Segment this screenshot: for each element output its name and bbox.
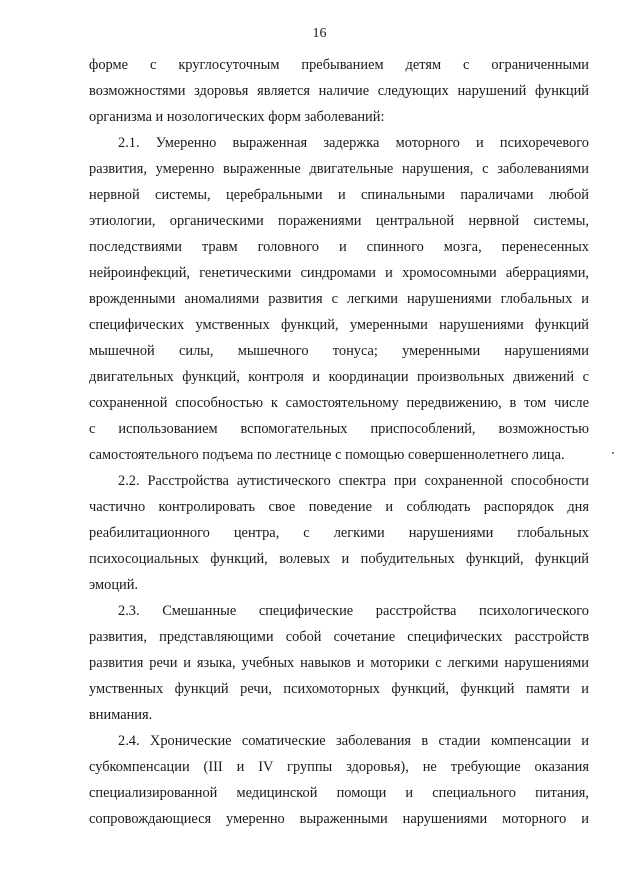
text-line: мышечной силы, мышечного тонуса; умеренными нарушениями	[89, 343, 589, 359]
text-line: этиологии, органическими поражениями центральной нервной системы,	[89, 213, 589, 229]
text-line: 2.1. Умеренно выраженная задержка моторного и психоречевого	[118, 135, 589, 151]
document-body	[89, 52, 589, 832]
text-line: врожденными аномалиями развития с легкими нарушениями глобальных и	[89, 291, 589, 307]
paragraph-2-3	[89, 598, 589, 728]
text-line: умственных функций речи, психомоторных функций, функций памяти и	[89, 681, 589, 697]
text-line: с использованием вспомогательных приспособлений, возможностью	[89, 421, 589, 437]
page-number: 16	[312, 26, 327, 41]
text-line: развития, умеренно выраженные двигательные нарушения, с заболеваниями	[89, 161, 589, 177]
text-line: последствиями травм головного и спинного мозга, перенесенных	[89, 239, 589, 255]
text-line: психосоциальных функций, волевых и побудительных функций, функций	[89, 551, 589, 567]
paragraph-2-4	[89, 728, 589, 832]
text-line: внимания.	[89, 707, 153, 723]
paragraph-continuation	[89, 52, 589, 130]
text-line: частично контролировать свое поведение и соблюдать распорядок дня	[89, 499, 589, 515]
text-line: нервной системы, церебральными и спинальными параличами любой	[89, 187, 589, 203]
paragraph-2-1	[89, 130, 589, 468]
text-line: самостоятельного подъема по лестнице с помощью совершеннолетнего лица.	[89, 447, 565, 463]
text-line: двигательных функций, контроля и координации произвольных движений с	[89, 369, 589, 385]
text-line: развития речи и языка, учебных навыков и моторики с легкими нарушениями	[89, 655, 589, 671]
scan-speck	[612, 452, 614, 454]
paragraph-2-2	[89, 468, 589, 598]
text-line: 2.4. Хронические соматические заболевания в стадии компенсации и	[118, 733, 589, 749]
text-line: форме с круглосуточным пребыванием детям с ограниченными	[89, 57, 589, 73]
text-line: возможностями здоровья является наличие следующих нарушений функций	[89, 83, 589, 99]
text-line: организма и нозологических форм заболеваний:	[89, 109, 385, 125]
text-line: сохраненной способностью к самостоятельному передвижению, в том числе	[89, 395, 589, 411]
text-line: развития, представляющими собой сочетание специфических расстройств	[89, 629, 589, 645]
text-line: реабилитационного центра, с легкими нарушениями глобальных	[89, 525, 589, 541]
text-line: эмоций.	[89, 577, 139, 593]
text-line: нейроинфекций, генетическими синдромами и хромосомными аберрациями,	[89, 265, 589, 281]
text-line: 2.3. Смешанные специфические расстройства психологического	[118, 603, 589, 619]
text-line: специфических умственных функций, умеренными нарушениями функций	[89, 317, 589, 333]
text-line: субкомпенсации (III и IV группы здоровья), не требующие оказания	[89, 759, 589, 775]
text-line: 2.2. Расстройства аутистического спектра при сохраненной способности	[118, 473, 589, 489]
text-line: специализированной медицинской помощи и специального питания,	[89, 785, 589, 801]
text-line: сопровождающиеся умеренно выраженными нарушениями моторного и	[89, 811, 589, 827]
